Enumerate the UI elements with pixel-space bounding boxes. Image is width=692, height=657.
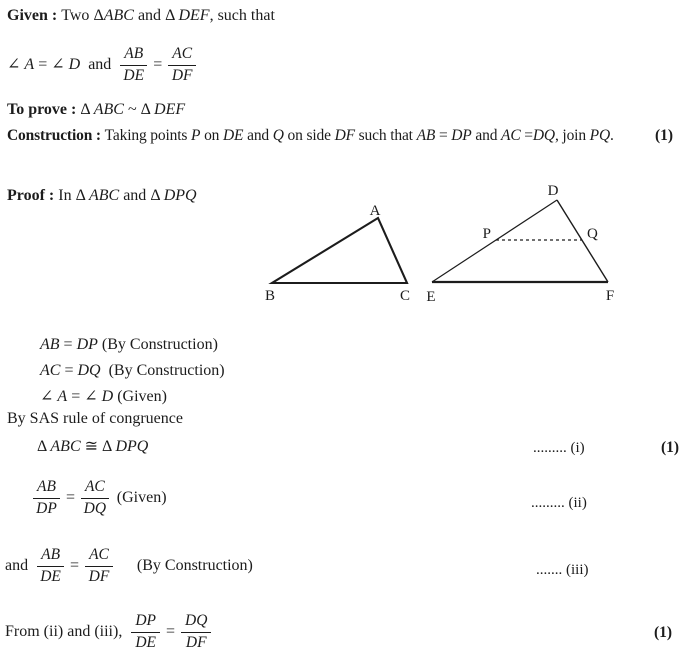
text-segment: and [243,127,273,144]
text-segment: DEF [154,101,186,118]
side-df [557,200,608,282]
text-segment: and [133,7,166,24]
text-segment: Δ [150,187,164,204]
text-segment: ABC [103,7,134,24]
fraction-denominator: DE [123,66,145,84]
vertex-label-b: B [264,288,276,302]
fraction-numerator: AC [168,46,196,65]
text-segment: D [101,388,114,405]
text-segment: (Given) [113,388,167,405]
text-segment: and [80,55,112,73]
marks-badge-3: (1) [654,624,673,641]
text-segment: Δ [37,438,51,455]
conclusion-equation [5,609,211,655]
text-segment: DPQ [163,187,197,204]
text-segment: Δ [93,7,104,24]
text-segment: = [34,55,52,73]
text-segment: P [191,127,201,144]
text-segment: DE [223,127,244,144]
triangle-abc [272,218,407,283]
equation-reason [137,557,253,575]
proof-step-angle [40,388,167,406]
text-segment: ~ [123,101,141,118]
text-segment: ∠ [51,55,69,73]
fraction-denominator: DQ [83,499,107,517]
text-segment: (By Construction) [97,336,218,353]
text-segment: Two [61,7,94,24]
text-segment: DP [451,127,472,144]
text-segment: From (ii) and (iii), [5,622,123,640]
fraction-numerator: AB [120,46,147,65]
vertex-label-d: D [547,183,559,199]
text-segment: Construction : [7,127,105,144]
text-segment: on side [283,127,335,144]
text-segment: DQ [77,362,101,379]
text-segment: on [200,127,223,144]
marks-badge-1: (1) [655,127,674,144]
fraction-denominator: DF [185,633,207,651]
text-segment: DQ [532,127,555,144]
proof-step-ab-dp [40,336,218,354]
text-segment: ∠ [84,388,102,405]
text-segment: A [24,55,35,73]
text-segment: D [68,55,81,73]
given-equation [7,42,196,88]
ratio-equation-iii [5,543,253,589]
equation-prefix [5,623,122,641]
text-segment: Δ [75,187,89,204]
equals-sign: = [70,556,80,574]
text-segment: ABC [88,187,120,204]
text-segment: By SAS rule of congruence [7,410,183,427]
text-segment: Δ [80,101,94,118]
fraction-denominator: DP [36,499,57,517]
text-segment: and [471,127,502,144]
point-label-p: P [482,226,491,242]
fraction-numerator: AB [37,547,64,566]
vertex-label-f: F [605,288,615,302]
text-segment: A [57,388,68,405]
text-segment: AC [501,127,521,144]
fraction-denominator: DF [171,66,193,84]
text-segment: Proof : [7,187,59,204]
fraction-dq-df [181,613,211,651]
text-segment: = [435,127,452,144]
text-segment: PQ [589,127,611,144]
point-label-q: Q [587,226,598,242]
fraction-numerator: DQ [181,613,211,632]
text-segment: such that [354,127,417,144]
text-segment: ∠ [7,55,25,73]
text-segment: , join [554,127,590,144]
equation-reason [117,489,167,507]
fraction-ab-dp [33,479,60,517]
fraction-numerator: AC [81,479,109,498]
text-segment: = [67,388,85,405]
text-segment: DPQ [115,438,149,455]
fraction-numerator: AC [85,547,113,566]
text-segment: = [520,127,533,144]
congruence-statement [37,438,148,456]
given-statement [7,7,275,25]
reference-iii: ....... (iii) [536,562,589,578]
fraction-ab-de [37,547,64,585]
fraction-denominator: DF [88,567,110,585]
text-segment: ≅ [80,438,103,455]
angle-equality [7,56,111,74]
text-segment: AB [416,127,436,144]
text-segment: Δ [165,7,179,24]
fraction-denominator: DE [40,567,61,585]
marks-badge-2: (1) [661,439,680,456]
text-segment: Δ [102,438,116,455]
text-segment: AC [40,362,61,379]
text-segment: ∠ [40,388,58,405]
equals-sign: = [65,488,75,506]
text-segment: (By Construction) [136,556,253,574]
vertex-label-c: C [399,288,411,302]
fraction-numerator: AB [33,479,60,498]
equals-sign: = [153,55,163,73]
text-segment: , such that [209,7,275,24]
text-segment: . [610,127,614,144]
text-segment: = [60,362,78,379]
to-prove-statement [7,101,185,119]
fraction-denominator: DE [135,633,156,651]
fraction-ac-df [168,46,196,84]
text-segment: ABC [50,438,81,455]
reference-i: ......... (i) [533,440,585,456]
text-segment: Given : [7,7,62,24]
text-segment: AB [40,336,60,353]
fraction-ac-df [85,547,113,585]
text-segment: Q [272,127,284,144]
equals-sign: = [165,622,176,640]
construction-statement [7,127,614,145]
text-segment: and [5,556,29,574]
text-segment: DP [76,336,98,353]
text-segment: To prove : [7,101,81,118]
sas-rule-statement [7,410,183,428]
text-segment: Taking points [104,127,192,144]
ratio-equation-ii [33,475,167,521]
text-segment: DEF [178,7,210,24]
vertex-label-a: A [369,203,381,219]
vertex-label-e: E [426,289,436,302]
proof-step-ac-dq [40,362,225,380]
fraction-dp-de [131,613,160,651]
proof-statement [7,187,197,205]
text-segment: = [59,336,77,353]
text-segment: and [119,187,151,204]
text-segment: ABC [93,101,124,118]
text-segment: Δ [140,101,155,118]
reference-ii: ......... (ii) [531,495,587,511]
fraction-ac-dq [81,479,109,517]
triangles-diagram [253,176,638,302]
text-segment: (By Construction) [100,362,225,379]
text-segment: In [58,187,76,204]
fraction-ab-de [120,46,147,84]
text-segment: DF [334,127,355,144]
text-segment: (Given) [116,488,167,506]
equation-prefix [5,557,28,575]
fraction-numerator: DP [131,613,160,632]
side-de [432,200,557,282]
